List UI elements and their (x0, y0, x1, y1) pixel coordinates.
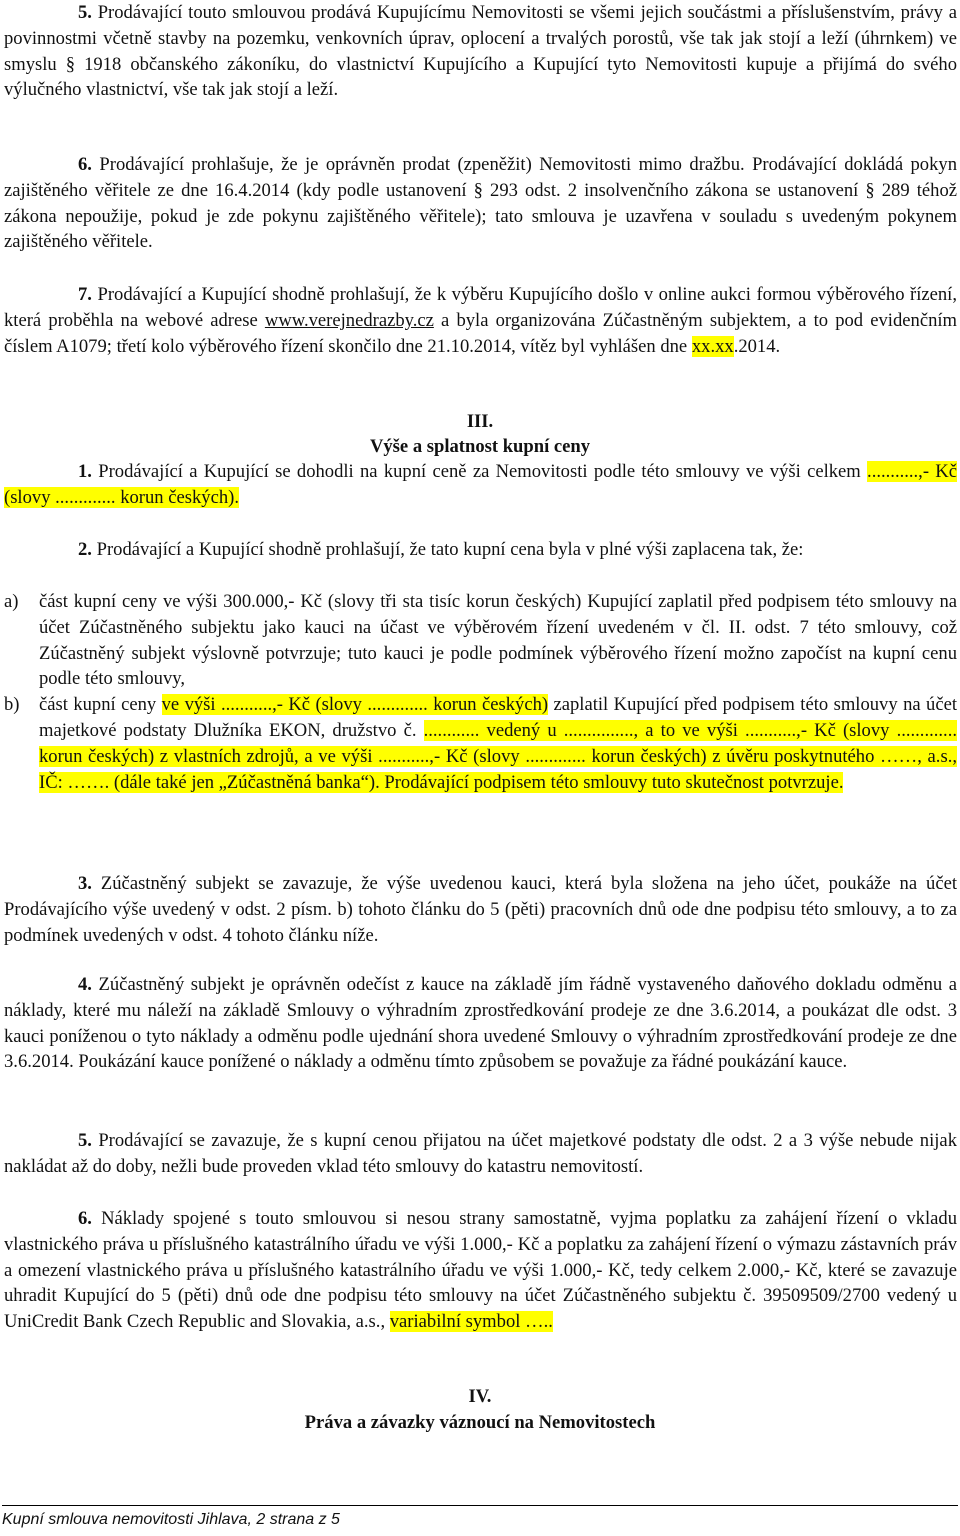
highlighted-placeholder: ve výši ...........,- Kč (slovy ............. korun českých) (161, 694, 549, 716)
paragraph-number: 1. (78, 461, 92, 482)
paragraph-text: a byla organizována Zúčastněným subjektem, a to pod evidenčním číslem A1079; třetí kolo výběrového řízení skončilo dne 21.10.2014, vítěz byl vyhlášen dne (4, 309, 957, 357)
paragraph-number: 7. (78, 284, 92, 305)
page-footer: Kupní smlouva nemovitosti Jihlava, 2 strana z 5 (2, 1511, 340, 1528)
paragraph-2-6 (4, 152, 957, 255)
paragraph-3-4 (4, 972, 957, 1075)
paragraph-3-5 (4, 1128, 957, 1180)
list-item-a (4, 589, 957, 692)
section-number: IV. (468, 1386, 492, 1407)
highlighted-placeholder: ............ vedený u ..............., a to ve výši ...........,- Kč (slovy ............. korun českých) z vlastních zdrojů, a ve výši ...........,- Kč (slovy ............. korun českých) z úvěru poskytnutého ……, a.s., IČ: ……. (dále také jen „Zúčastněná banka“). Prodávající podpisem této smlouvy tuto skutečnost potvrzuje. (39, 719, 957, 793)
paragraph-3-1 (4, 459, 957, 511)
paragraph-3-2 (4, 537, 957, 563)
highlighted-placeholder: xx.xx (691, 335, 734, 357)
paragraph-text: Zúčastněný subjekt se zavazuje, že výše uvedenou kauci, která byla složena na jeho účet, poukáže na účet Prodávajícího výše uvedený v odst. 2 písm. b) tohoto článku do 5 (pěti) pracovních dnů ode dne podpisu této smlouvy, a to za podmínek uvedených v odst. 4 tohoto článku níže. (4, 873, 957, 946)
list-item-b (4, 692, 957, 795)
paragraph-number: 6. (78, 1208, 92, 1229)
paragraph-2-5 (4, 0, 957, 103)
paragraph-text: Náklady spojené s touto smlouvou si nesou strany samostatně, vyjma poplatku za zahájení řízení o vkladu vlastnického práva u příslušného katastrálního úřadu ve výši 1.000,- Kč a poplatku za zahájení řízení o výmazu zástavních práv a omezení vlastnického práva u příslušného katastrálního úřadu ve výši 1.000,- Kč, tedy celkem 2.000,- Kč, které se zavazuje uhradit Kupující do 5 (pěti) dnů ode dne podpisu této smlouvy na účet Zúčastněného subjektu č. 39509509/2700 vedený u UniCredit Bank Czech Republic and Slovakia, a.s., (4, 1208, 957, 1333)
paragraph-text: Prodávající a Kupující se dohodli na kupní ceně za Nemovitosti podle této smlouvy ve výši celkem (98, 461, 868, 482)
paragraph-2-7 (4, 282, 957, 359)
paragraph-text: Prodávající a Kupující shodně prohlašují, že tato kupní cena byla v plné výši zaplacena tak, že: (96, 539, 804, 560)
paragraph-number: 5. (78, 1130, 92, 1151)
highlighted-placeholder: ...........,- Kč (slovy ............. korun českých). (4, 461, 957, 508)
web-link[interactable]: www.verejnedrazby.cz (264, 309, 434, 331)
paragraph-text: Zúčastněný subjekt je oprávněn odečíst z kauce na základě jím řádně vystaveného daňového dokladu odměnu a náklady, které mu náleží na základě Smlouvy o výhradním zprostředkování prodeje ze dne 3.6.2014, a poukázat dle odst. 3 kauci poníženou o tyto náklady a odměnu podle ujednání shora uvedené Smlouvy o výhradním zprostředkování prodeje ze dne 3.6.2014. Poukázání kauce ponížené o náklady a odměnu tímto způsobem se považuje za řádné poukázání kauce. (4, 974, 957, 1073)
section-title: Výše a splatnost kupní ceny (369, 436, 591, 457)
paragraph-number: 4. (78, 974, 92, 995)
payment-list (4, 589, 957, 795)
paragraph-text: .2014. (733, 335, 781, 357)
list-item-text: část kupní ceny ve výši 300.000,- Kč (slovy tři sta tisíc korun českých) Kupující zaplatil před podpisem této smlouvy na účet Zúčastněného subjektu jako kauci na účast ve výběrovém řízení uvedeném v čl. II. odst. 7 této smlouvy, což Zúčastněný subjekt výslovně potvrzuje; tuto kauci je podle podmínek výběrového řízení možno započíst na kupní cenu podle této smlouvy, (39, 591, 957, 690)
list-marker: b) (4, 694, 20, 716)
paragraph-3-6 (4, 1206, 957, 1335)
text-run: část kupní ceny (39, 694, 162, 716)
paragraph-text: Prodávající se zavazuje, že s kupní cenou přijatou na účet majetkové podstaty dle odst. 2 a 3 výše nebude nijak nakládat až do doby, nežli bude proveden vklad této smlouvy do katastru nemovitostí. (4, 1130, 957, 1177)
paragraph-number: 2. (78, 539, 92, 560)
paragraph-number: 6. (78, 154, 92, 175)
paragraph-text: Prodávající touto smlouvou prodává Kupujícímu Nemovitosti se všemi jejich součástmi a příslušenstvím, právy a povinnostmi včetně stavby na pozemku, venkovních úprav, oplocení a trvalých porostů, vše tak jak stojí a leží (úhrnkem) ve smyslu § 1918 občanského zákoníku, do vlastnictví Kupujícího a Kupující tyto Nemovitosti kupuje a přijímá do svého výlučného vlastnictví, vše tak jak stojí a leží. (4, 2, 957, 101)
footer-divider (2, 1505, 958, 1506)
paragraph-text: Prodávající prohlašuje, že je oprávněn prodat (zpeněžit) Nemovitosti mimo dražbu. Prodávající dokládá pokyn zajištěného věřitele ze dne 16.4.2014 (kdy podle ustanovení § 293 odst. 2 insolvenčního zákona se ustanovení § 289 téhož zákona nepoužije, pokud je zde pokynu zajištěného věřitele); tato smlouva je uzavřena v souladu s uvedeným pokynem zajištěného věřitele. (4, 154, 957, 253)
section-title: Práva a závazky váznoucí na Nemovitostech (304, 1412, 656, 1433)
section-number: III. (466, 411, 494, 432)
list-marker: a) (4, 591, 19, 612)
paragraph-number: 3. (78, 873, 92, 894)
text-run: zaplatil Kupující před podpisem této smlouvy na účet majetkové podstaty Dlužníka EKON, družstvo č. (39, 694, 957, 741)
paragraph-number: 5. (78, 2, 92, 23)
paragraph-text: Prodávající a Kupující shodně prohlašují, že k výběru Kupujícího došlo v online aukci formou výběrového řízení, která proběhla na webové adrese (4, 284, 957, 331)
highlighted-placeholder: variabilní symbol ….. (389, 1311, 553, 1333)
list-item-text (39, 692, 957, 795)
paragraph-3-3 (4, 871, 957, 948)
